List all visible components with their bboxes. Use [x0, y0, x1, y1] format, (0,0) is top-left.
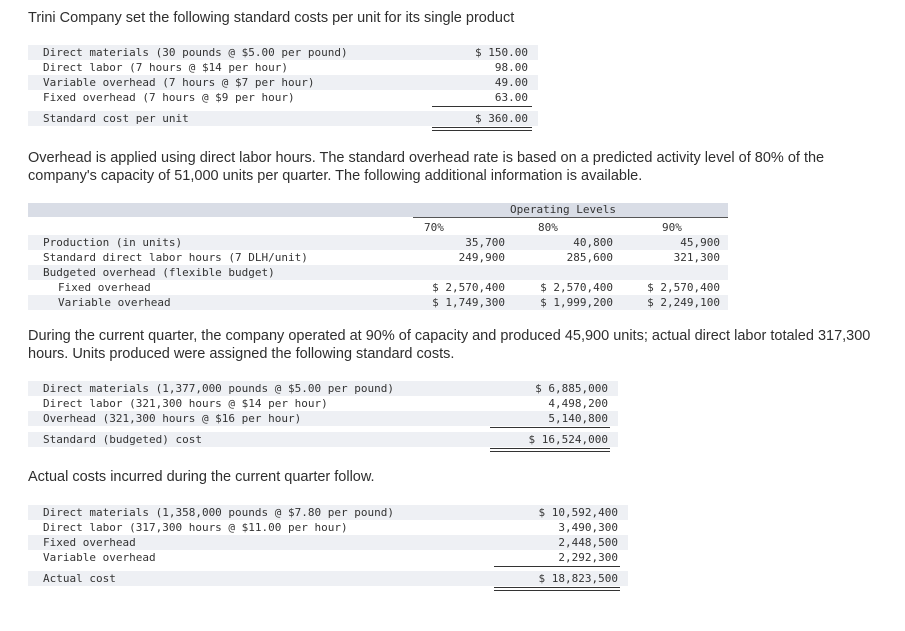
- total-double-rule: [490, 448, 610, 452]
- standard-costs-assigned-table: [28, 381, 618, 451]
- subtotal-rule: [432, 106, 532, 107]
- subtotal-rule: [490, 427, 610, 428]
- level-header-row: 70% 80% 90%: [424, 221, 682, 234]
- total-double-rule: [432, 127, 532, 131]
- table-row: Variable overhead $ 1,749,300 $ 1,999,200 $ 2,249,100: [28, 295, 728, 310]
- total-row: Standard (budgeted) cost $ 16,524,000: [28, 432, 618, 447]
- table-row: Budgeted overhead (flexible budget): [28, 265, 728, 280]
- table-row: Direct materials (1,377,000 pounds @ $5.00 per pound) $ 6,885,000: [28, 381, 618, 396]
- intro-text: Trini Company set the following standard costs per unit for its single product: [28, 10, 515, 26]
- operating-levels-table: [28, 203, 728, 311]
- table-row: Direct labor (7 hours @ $14 per hour) 98.00: [43, 61, 528, 74]
- current-quarter-paragraph: During the current quarter, the company operated at 90% of capacity and produced 45,900 units; actual direct labor totaled 317,300 hours. Units produced were assigned the following standard costs.: [28, 328, 871, 362]
- operating-levels-header: Operating Levels: [510, 203, 616, 216]
- total-row: Actual cost $ 18,823,500: [28, 571, 628, 586]
- table-row: Direct materials (30 pounds @ $5.00 per pound) $ 150.00: [28, 45, 538, 60]
- table-row: Overhead (321,300 hours @ $16 per hour) 5,140,800: [28, 411, 618, 426]
- table-row: Direct materials (1,358,000 pounds @ $7.80 per pound) $ 10,592,400: [28, 505, 628, 520]
- actual-costs-table: [28, 505, 628, 590]
- subtotal-rule: [494, 566, 620, 567]
- table-row: Fixed overhead 2,448,500: [28, 535, 628, 550]
- standard-costs-table: [28, 45, 538, 130]
- header-rule: [413, 217, 728, 218]
- overhead-paragraph: Overhead is applied using direct labor hours. The standard overhead rate is based on a predicted activity level of 80% of the company's capacity of 51,000 units per quarter. The following additional information is available.: [28, 150, 825, 184]
- table-row: Fixed overhead (7 hours @ $9 per hour) 63.00: [43, 91, 528, 104]
- table-row: Standard direct labor hours (7 DLH/unit) 249,900 285,600 321,300: [43, 251, 720, 264]
- table-row: Direct labor (317,300 hours @ $11.00 per hour) 3,490,300: [43, 521, 618, 534]
- total-row: Standard cost per unit $ 360.00: [28, 111, 538, 126]
- table-row: Production (in units) 35,700 40,800 45,900: [28, 235, 728, 250]
- table-row: Variable overhead (7 hours @ $7 per hour) 49.00: [28, 75, 538, 90]
- table-row: Fixed overhead $ 2,570,400 $ 2,570,400 $ 2,570,400: [58, 281, 720, 294]
- table-row: Direct labor (321,300 hours @ $14 per hour) 4,498,200: [43, 397, 608, 410]
- table-row: Variable overhead 2,292,300: [43, 551, 618, 564]
- total-double-rule: [494, 587, 620, 591]
- actual-costs-paragraph: Actual costs incurred during the current quarter follow.: [28, 469, 375, 485]
- header-band: [28, 203, 728, 217]
